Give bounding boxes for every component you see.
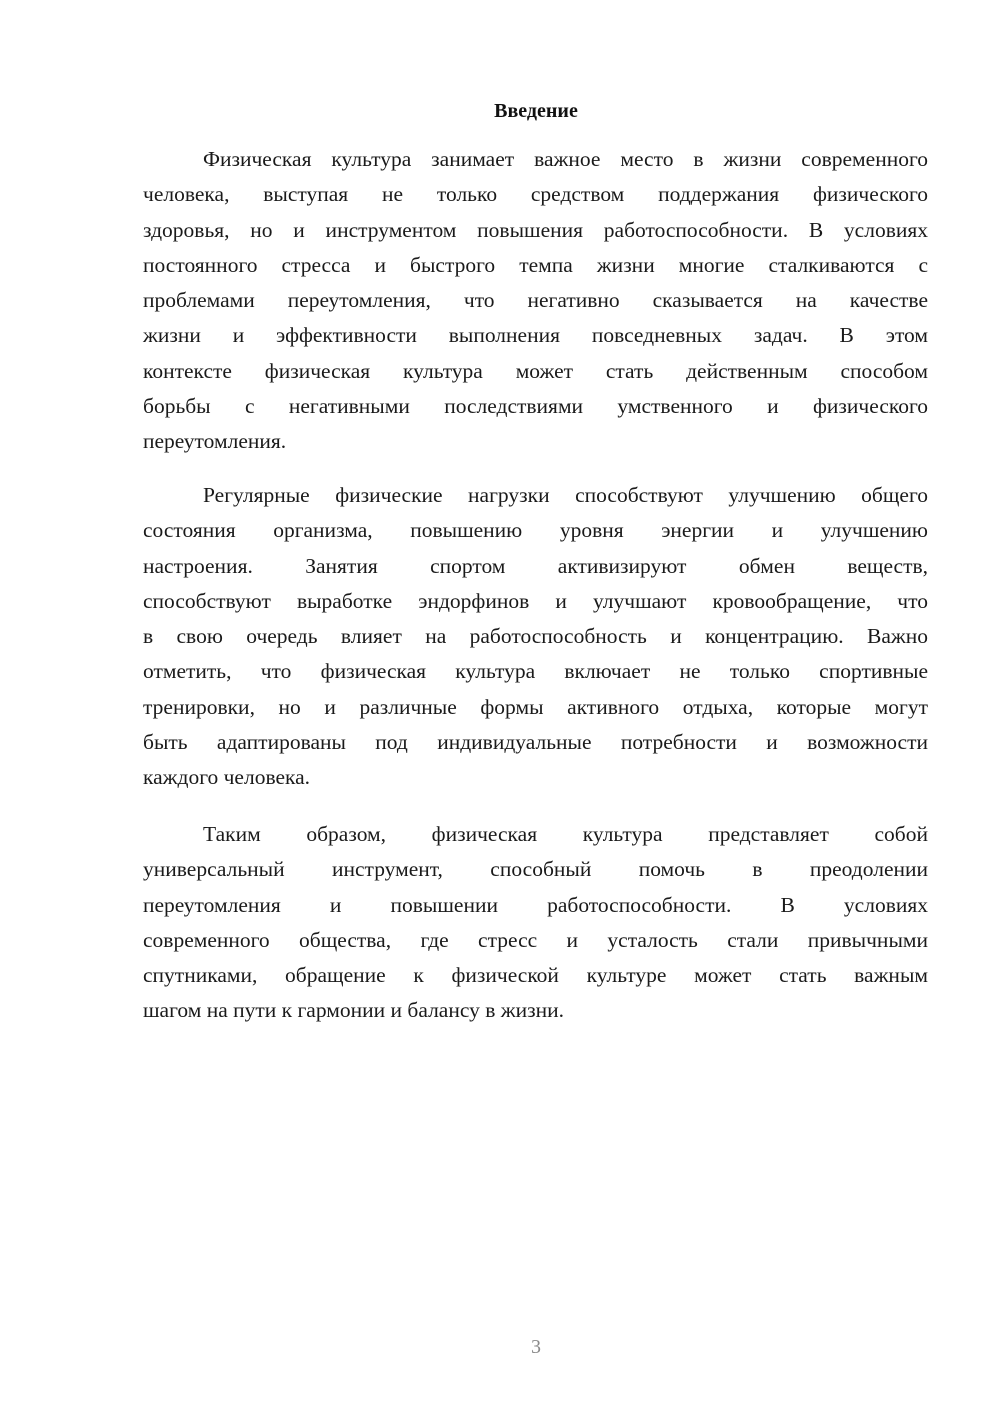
paragraph-1	[143, 142, 928, 460]
text-line: спутниками, обращение к физической культуре может стать важным	[143, 963, 928, 988]
paragraph	[143, 817, 928, 1029]
text-line: универсальный инструмент, способный помочь в преодолении	[143, 857, 928, 882]
paragraph	[143, 478, 928, 796]
text-line: тренировки, но и различные формы активного отдыха, которые могут	[143, 694, 928, 719]
section-heading: Введение	[494, 100, 578, 122]
text-line: Таким образом, физическая культура представляет собой	[203, 822, 928, 846]
text-line: проблемами переутомления, что негативно сказывается на качестве	[143, 288, 928, 313]
text-line: быть адаптированы под индивидуальные потребности и возможности	[143, 730, 928, 755]
text-line: человека, выступая не только средством поддержания физического	[143, 182, 928, 207]
text-line: в свою очередь влияет на работоспособность и концентрацию. Важно	[143, 624, 928, 649]
text-line: настроения. Занятия спортом активизируют обмен веществ,	[143, 553, 928, 578]
text-line: постоянного стресса и быстрого темпа жизни многие сталкиваются с	[143, 252, 928, 277]
text-line: современного общества, где стресс и усталость стали привычными	[143, 927, 928, 952]
text-line: борьбы с негативными последствиями умственного и физического	[143, 394, 928, 419]
paragraph	[143, 142, 928, 460]
text-line: каждого человека.	[143, 765, 311, 790]
text-line: здоровья, но и инструментом повышения работоспособности. В условиях	[143, 217, 928, 242]
page-number: 3	[531, 1336, 541, 1358]
text-line: контексте физическая культура может стать действенным способом	[143, 358, 928, 383]
text-line: переутомления и повышении работоспособности. В условиях	[143, 892, 928, 917]
text-line: отметить, что физическая культура включает не только спортивные	[143, 659, 928, 684]
text-line: переутомления.	[143, 429, 287, 454]
text-line: состояния организма, повышению уровня энергии и улучшению	[143, 518, 928, 543]
text-line: шагом на пути к гармонии и балансу в жизни.	[143, 998, 564, 1023]
text-line: Физическая культура занимает важное место в жизни современного	[203, 147, 928, 171]
paragraph-3	[143, 817, 928, 1029]
text-line: Регулярные физические нагрузки способствуют улучшению общего	[203, 483, 928, 507]
text-line: жизни и эффективности выполнения повседневных задач. В этом	[143, 323, 928, 348]
paragraph-2	[143, 478, 928, 796]
text-line: способствуют выработке эндорфинов и улучшают кровообращение, что	[143, 588, 928, 613]
